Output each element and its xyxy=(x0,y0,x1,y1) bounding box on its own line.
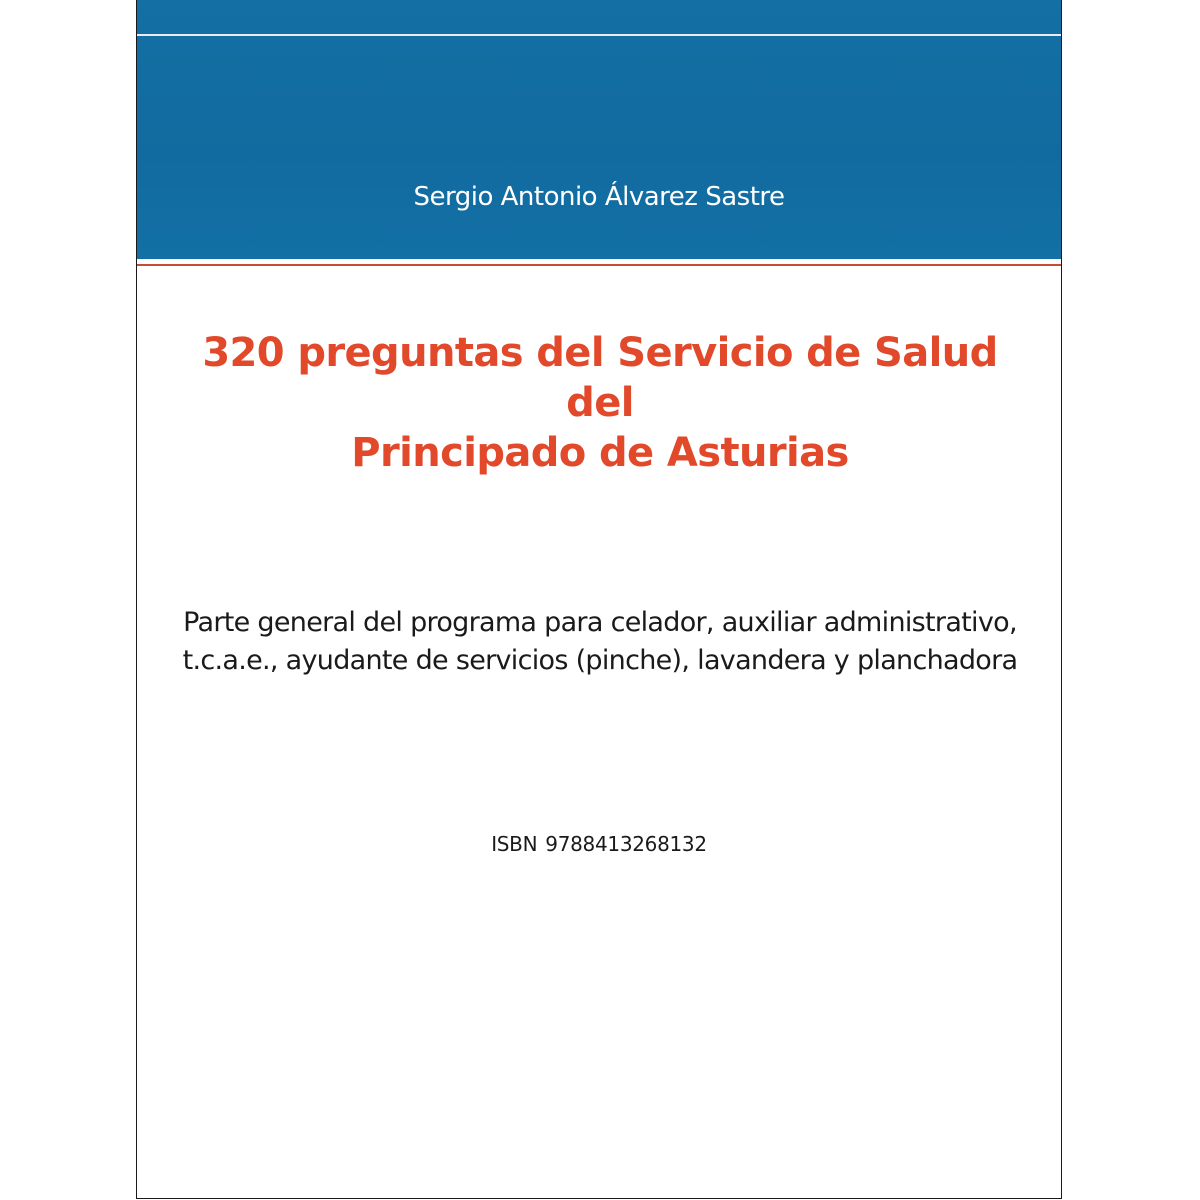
book-cover xyxy=(136,0,1062,1199)
isbn-label: ISBN xyxy=(491,832,538,856)
header-rule xyxy=(137,34,1061,36)
header-band xyxy=(137,0,1061,259)
title-line-1: 320 preguntas del Servicio de Salud del xyxy=(202,330,998,426)
subtitle-line-2: t.c.a.e., ayudante de servicios (pinche), lavandera y planchadora xyxy=(182,645,1018,676)
title-line-2: Principado de Asturias xyxy=(351,430,849,476)
book-subtitle xyxy=(157,604,1043,680)
subtitle-line-1: Parte general del programa para celador, auxiliar administrativo, xyxy=(183,607,1017,638)
accent-divider xyxy=(137,264,1061,266)
isbn xyxy=(137,832,1061,856)
book-title xyxy=(167,328,1033,478)
isbn-number: 9788413268132 xyxy=(545,832,707,856)
author-name: Sergio Antonio Álvarez Sastre xyxy=(413,182,785,212)
